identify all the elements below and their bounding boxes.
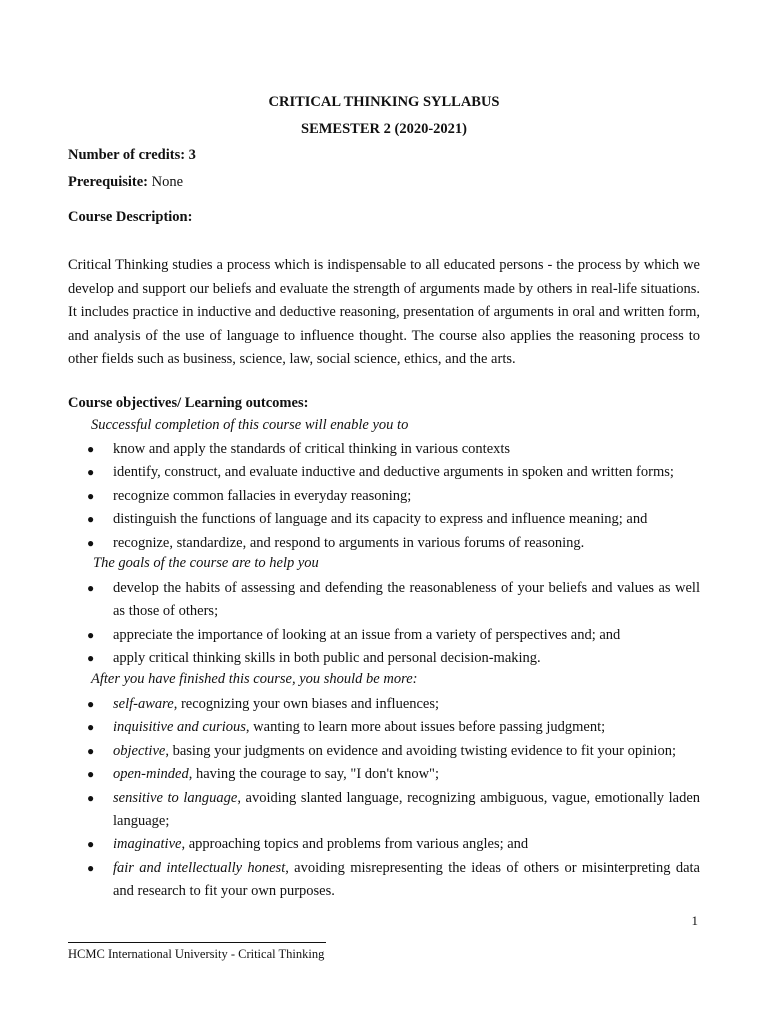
bullet-icon: ● bbox=[87, 767, 95, 782]
bullet-icon: ● bbox=[87, 465, 95, 480]
list-item bbox=[68, 508, 700, 531]
list-item-text: , avoiding slanted language, recognizing ambiguous, vague, emotionally laden language; bbox=[113, 789, 701, 830]
bullet-icon: ● bbox=[87, 651, 95, 666]
list-item bbox=[68, 647, 700, 670]
bullet-icon: ● bbox=[87, 442, 95, 456]
bullet-icon: ● bbox=[87, 837, 95, 852]
objectives-list-1 bbox=[68, 438, 700, 555]
list-item-text: identify, construct, and evaluate inductive and deductive arguments in spoken and written forms; bbox=[113, 464, 674, 481]
page-number: 1 bbox=[691, 913, 698, 928]
list-item-emphasis: imaginative bbox=[113, 836, 182, 853]
bullet-icon: ● bbox=[87, 697, 95, 711]
list-item-text: distinguish the functions of language and its capacity to express and influence meaning; and bbox=[113, 511, 648, 528]
list-item bbox=[68, 716, 700, 739]
bullet-icon: ● bbox=[87, 488, 95, 503]
list-item bbox=[68, 763, 700, 786]
list-item-text: , having the courage to say, "I don't know"; bbox=[188, 766, 439, 783]
list-item-text: know and apply the standards of critical thinking in various contexts bbox=[113, 441, 511, 457]
list-item bbox=[68, 438, 700, 461]
objectives-heading: Course objectives/ Learning outcomes: bbox=[68, 395, 309, 411]
document-title: CRITICAL THINKING SYLLABUS bbox=[268, 94, 500, 110]
list-item bbox=[68, 833, 700, 856]
objectives-list-2 bbox=[68, 577, 700, 671]
list-item-text: recognize, standardize, and respond to arguments in various forums of reasoning. bbox=[113, 534, 585, 551]
list-item-emphasis: sensitive to language bbox=[113, 789, 238, 806]
prerequisite-value: None bbox=[151, 174, 184, 190]
bullet-icon: ● bbox=[87, 860, 95, 875]
list-item-text: , approaching topics and problems from various angles; and bbox=[181, 836, 529, 853]
bullet-icon: ● bbox=[87, 627, 95, 642]
bullet-icon: ● bbox=[87, 512, 95, 527]
list-item bbox=[68, 693, 700, 716]
list-item-text: recognize common fallacies in everyday reasoning; bbox=[113, 487, 412, 504]
list-item-emphasis: inquisitive and curious bbox=[113, 719, 246, 736]
list-item-text: , basing your judgments on evidence and avoiding twisting evidence to fit your opinion; bbox=[165, 742, 676, 759]
list-item bbox=[68, 577, 700, 624]
list-item bbox=[68, 461, 700, 484]
list-item bbox=[68, 740, 700, 763]
bullet-icon: ● bbox=[87, 743, 95, 758]
list-item bbox=[68, 624, 700, 647]
list-item-emphasis: objective bbox=[113, 742, 166, 759]
objectives-intro-1: Successful completion of this course will enable you to bbox=[91, 417, 409, 433]
list-item bbox=[68, 532, 700, 555]
footer-divider bbox=[68, 942, 326, 943]
list-item-text: , recognizing your own biases and influences; bbox=[173, 696, 440, 712]
list-item bbox=[68, 787, 700, 834]
objectives-list-3 bbox=[68, 693, 700, 904]
list-item-text: , wanting to learn more about issues before passing judgment; bbox=[245, 719, 606, 736]
course-description-paragraph: Critical Thinking studies a process which is indispensable to all educated persons - the process by which we develop and support our beliefs and evaluate the strength of arguments made by others in real-life situations. It includes practice in inductive and deductive reasoning, presentation of arguments in oral and written form, and analysis of the use of language to influence thought. The course also applies the reasoning process to other fields such as business, science, law, social science, ethics, and the arts. bbox=[68, 257, 700, 368]
list-item-emphasis: fair and intellectually honest bbox=[113, 859, 286, 876]
bullet-icon: ● bbox=[87, 581, 95, 595]
objectives-intro-2: The goals of the course are to help you bbox=[93, 555, 319, 571]
semester-title: SEMESTER 2 (2020-2021) bbox=[301, 121, 467, 137]
prerequisite-line bbox=[68, 174, 183, 191]
objectives-intro-3: After you have finished this course, you should be more: bbox=[91, 671, 418, 687]
list-item-text: , avoiding misrepresenting the ideas of others or misinterpreting data and research to fit your own purposes. bbox=[113, 859, 700, 900]
bullet-icon: ● bbox=[87, 720, 95, 735]
list-item bbox=[68, 485, 700, 508]
bullet-icon: ● bbox=[87, 535, 95, 550]
list-item bbox=[68, 857, 700, 904]
list-item-text: apply critical thinking skills in both public and personal decision-making. bbox=[113, 650, 541, 667]
list-item-text: appreciate the importance of looking at an issue from a variety of perspectives and; and bbox=[113, 626, 621, 643]
footer-text: HCMC International University - Critical Thinking bbox=[68, 947, 325, 961]
course-description-heading: Course Description: bbox=[68, 209, 193, 225]
prerequisite-label: Prerequisite: bbox=[68, 174, 148, 190]
credits-line: Number of credits: 3 bbox=[68, 147, 196, 163]
list-item-emphasis: open-minded bbox=[113, 766, 189, 783]
bullet-icon: ● bbox=[87, 790, 95, 805]
list-item-text: develop the habits of assessing and defending the reasonableness of your beliefs and values as well as those of others; bbox=[113, 580, 700, 620]
list-item-emphasis: self-aware bbox=[113, 696, 174, 712]
